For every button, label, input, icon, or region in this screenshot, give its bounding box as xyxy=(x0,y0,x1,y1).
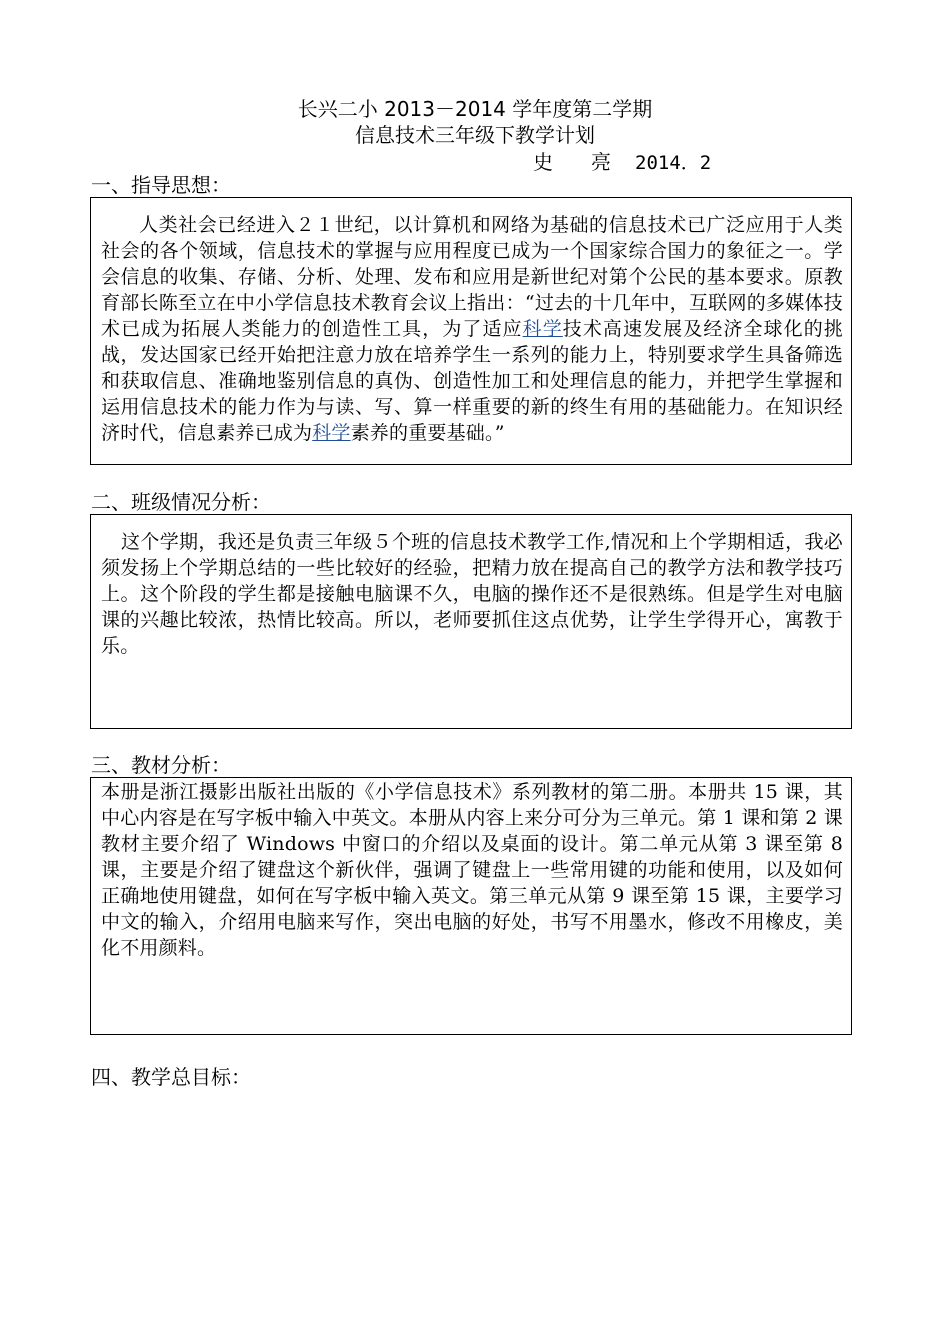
section-heading-textbook-analysis: 三、教材分析： xyxy=(91,753,231,777)
document-subtitle: 信息技术三年级下教学计划 xyxy=(355,123,595,147)
textbook-analysis-box xyxy=(90,777,852,1035)
guiding-ideology-text: 人类社会已经进入２１世纪，以计算机和网络为基础的信息技术已广泛应用于人类社会的各个领域，信息技术的掌握与应用程度已成为一个国家综合国力的象征之一。学会信息的收集、存储、分析、处理、发布和应用是新世纪对第个公民的基本要求。原教育部长陈至立在中小学信息技术教育会议上指出：“过去的十几年中，互联网的多媒体技术已成为拓展人类能力的创造性工具，为了适应科学技术高速发展及经济全球化的挑战，发达国家已经开始把注意力放在培养学生一系列的能力上，特别要求学生具备筛选和获取信息、准确地鉴别信息的真伪、创造性加工和处理信息的能力，并把学生掌握和运用信息技术的能力作为与读、写、算一样重要的新的终生有用的基础能力。在知识经济时代，信息素养已成为科学素养的重要基础。” xyxy=(101,214,843,444)
section-heading-guiding-ideology: 一、指导思想： xyxy=(91,173,231,197)
science-link-2[interactable]: 科学 xyxy=(312,422,351,444)
document-date: 2014．2 xyxy=(635,152,712,174)
textbook-analysis-text: 本册是浙江摄影出版社出版的《小学信息技术》系列教材的第二册。本册共 15 课，其中心内容是在写字板中输入中英文。本册从内容上来分可分为三单元。第 1 课和第 2 课教材主要介绍了 Windows 中窗口的介绍以及桌面的设计。第二单元从第 3 课至第 8 课，主要是介绍了键盘这个新伙伴，强调了键盘上一些常用键的功能和使用，以及如何正确地使用键盘，如何在写字板中输入英文。第三单元从第 9 课至第 15 课，主要学习中文的输入，介绍用电脑来写作，突出电脑的好处，书写不用墨水，修改不用橡皮，美化不用颜料。 xyxy=(101,781,843,959)
document-title: 长兴二小 2013－2014 学年度第二学期 xyxy=(297,97,653,121)
author-line xyxy=(533,149,711,176)
class-analysis-box xyxy=(90,514,852,729)
section-heading-teaching-goals: 四、教学总目标： xyxy=(91,1065,251,1089)
science-link[interactable]: 科学 xyxy=(522,318,563,340)
author-name-last: 亮 xyxy=(591,150,611,174)
class-analysis-text: 这个学期，我还是负责三年级５个班的信息技术教学工作,情况和上个学期相适，我必须发扬上个学期总结的一些比较好的经验，把精力放在提高自己的教学方法和教学技巧上。这个阶段的学生都是接触电脑课不久，电脑的操作还不是很熟练。但是学生对电脑课的兴趣比较浓，热情比较高。所以，老师要抓住这点优势，让学生学得开心，寓教于乐。 xyxy=(101,531,843,657)
author-name-first: 史 xyxy=(533,150,553,174)
guiding-ideology-box xyxy=(90,197,852,465)
section-heading-class-analysis: 二、班级情况分析： xyxy=(91,490,271,514)
